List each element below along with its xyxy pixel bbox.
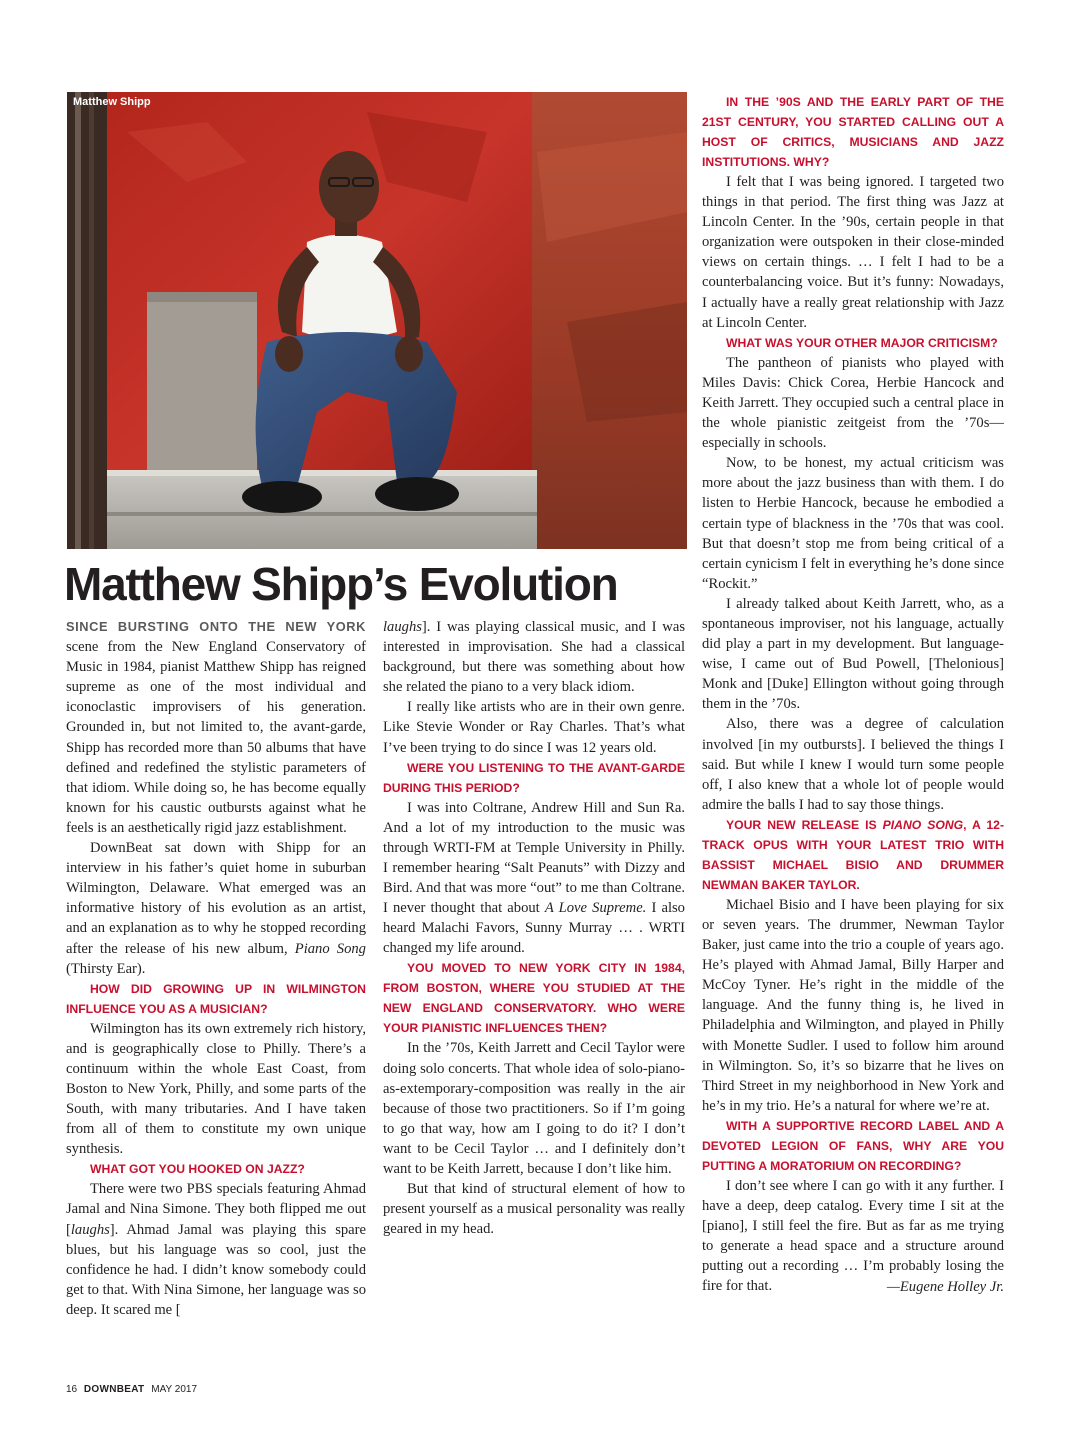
album-title: A Love Supreme. bbox=[544, 900, 647, 917]
answer-paragraph: Now, to be honest, my actual criticism was more about the jazz business than with them. I do listen to Herbie Hancock, because he embodied a certain type of blackness in the ’70s that was cool. But that doesn’t stop me from being critical of a certain cynicism I felt in everything he’s done since “Rockit.” bbox=[702, 455, 1004, 592]
intro-text: scene from the New England Conservatory of Music in 1984, pianist Matthew Shipp has reigned supreme as one of the most individual and iconoclastic improvisers of his generation. Grounded in, but not limited to, the avant-garde, Shipp has recorded more than 50 albums that have defined and redefined the stylistic parameters of that idiom. While doing so, he has become equally known for his caustic outbursts against what he feels is an aesthetically rigid jazz establishment. bbox=[66, 639, 366, 836]
question-heading: WHAT GOT YOU HOOKED ON JAZZ? bbox=[90, 1162, 305, 1177]
answer-text: ]. Ahmad Jamal was playing this spare blues, but his language was so cool, just the confidence he had. I didn’t know somebody could get to that. With Nina Simone, her language was so deep. It scared me [ bbox=[66, 1221, 366, 1318]
text-column-1 bbox=[66, 617, 366, 1320]
text-column-3 bbox=[702, 92, 1004, 1297]
answer-paragraph: I really like artists who are in their own genre. Like Stevie Wonder or Ray Charles. That’s what I’ve been trying to do since I was 12 years old. bbox=[383, 699, 685, 756]
album-title: Piano Song bbox=[294, 940, 366, 957]
issue-date: MAY 2017 bbox=[151, 1384, 198, 1395]
aside-text: laughs bbox=[383, 619, 422, 635]
text-column-2 bbox=[383, 617, 685, 1239]
answer-paragraph: In the ’70s, Keith Jarrett and Cecil Taylor were doing solo concerts. That whole idea of solo-piano-as-extemporary-composition was really in the air because of those two practitioners. So if I’m going to go that way, how am I going to do it? I don’t want to be Cecil Taylor … and I definitely don’t want to be Keith Jarrett, because I don’t like him. bbox=[383, 1040, 685, 1177]
answer-paragraph: But that kind of structural element of how to present yourself as a musical personality was really geared in my head. bbox=[383, 1181, 685, 1238]
intro-paragraph-2 bbox=[66, 838, 366, 979]
answer-continuation bbox=[383, 617, 685, 697]
question-text: , A 12-TRACK OPUS WITH YOUR LATEST TRIO WITH BASSIST MICHAEL BISIO AND DRUMMER NEWMAN BAKER TAYLOR. bbox=[702, 817, 1005, 892]
photo-credit: Matthew Shipp bbox=[73, 96, 151, 108]
author-byline: —Eugene Holley Jr. bbox=[886, 1278, 1004, 1295]
question-heading: IN THE ’90S AND THE EARLY PART OF THE 21ST CENTURY, YOU STARTED CALLING OUT A HOST OF CRITICS, MUSICIANS AND JAZZ INSTITUTIONS. WHY? bbox=[702, 95, 1004, 169]
answer-paragraph: Michael Bisio and I have been playing for six or seven years. The drummer, Newman Taylor Baker, just came into the trio a couple of years ago. He’s played with Ahmad Jamal, Billy Harper and McCoy Tyner. He’s right in the middle of the language. And the funny thing is, he lived in Philadelphia and Wilmington, and played in Philly with Monette Sudler. I used to follow him around in Wilmington. So, it’s so bizarre that he lives on Third Street in my neighborhood in New York and he’s in my trio. He’s a natural for where we’re at. bbox=[702, 896, 1004, 1114]
magazine-name: DOWNBEAT bbox=[83, 1384, 145, 1395]
article-headline: Matthew Shipp’s Evolution bbox=[64, 558, 618, 610]
question-heading bbox=[702, 815, 1004, 895]
question-text: YOUR NEW RELEASE IS bbox=[726, 817, 877, 832]
answer-text: ]. I was playing classical music, and I was interested in improvisation. She had a classical background, but there was something about how she related the piano to a very black idiom. bbox=[383, 619, 685, 696]
intro-p2-text: DownBeat sat down with Shipp for an interview in his father’s quiet home in suburban Wilmington, Delaware. What emerged was an informative history of his evolution as an artist, and an explanation as to why he stopped recording after the release of his new album, bbox=[66, 840, 366, 957]
question-heading: HOW DID GROWING UP IN WILMINGTON INFLUENCE YOU AS A MUSICIAN? bbox=[66, 981, 366, 1016]
answer-text: I also heard Malachi Favors, Sunny Murray … . WRTI changed my life around. bbox=[383, 900, 685, 957]
answer-paragraph: The pantheon of pianists who played with Miles Davis: Chick Corea, Herbie Hancock and Keith Jarrett. They occupied such a central place in the whole pianistic zeitgeist from the ’70s—especially in schools. bbox=[702, 354, 1004, 452]
answer-paragraph: I already talked about Keith Jarrett, who, as a spontaneous improviser, not his language, actually did play a part in my development. But language-wise, I came out of Bud Powell, [Thelonious] Monk and [Duke] Ellington without going through them in the ’70s. bbox=[702, 595, 1004, 713]
question-heading: YOU MOVED TO NEW YORK CITY IN 1984, FROM BOSTON, WHERE YOU STUDIED AT THE NEW ENGLAND CONSERVATORY. WHO WERE YOUR PIANISTIC INFLUENCES THEN? bbox=[383, 961, 685, 1036]
intro-paragraph bbox=[66, 617, 366, 838]
answer-paragraph: I felt that I was being ignored. I targeted two things in that period. The first thing was Jazz at Lincoln Center. In the ’90s, certain people in that organization were outspoken in their close-minded views on certain things. … I felt I had to be a counterbalancing voice. But it’s funny: Nowadays, I actually have a really great relationship with Jazz at Lincoln Center. bbox=[702, 174, 1004, 331]
answer-text: I was into Coltrane, Andrew Hill and Sun Ra. And a lot of my introduction to the music was through WRTI-FM at Temple University in Philly. I remember hearing “Salt Peanuts” with Dizzy and Bird. And that was more “out” to me than Coltrane. I never thought that about bbox=[383, 799, 685, 917]
answer-paragraph bbox=[66, 1179, 366, 1320]
question-heading: WERE YOU LISTENING TO THE AVANT-GARDE DURING THIS PERIOD? bbox=[383, 760, 685, 795]
answer-paragraph: Also, there was a degree of calculation involved [in my outbursts]. I believed the things I said. But while I knew I would turn some people off, I also knew that a whole lot of people would admire the balls I had to say those things. bbox=[702, 716, 1004, 813]
answer-paragraph bbox=[383, 798, 685, 959]
intro-p2-end: (Thirsty Ear). bbox=[66, 960, 146, 977]
page-number: 16 bbox=[66, 1384, 78, 1395]
question-heading: WHAT WAS YOUR OTHER MAJOR CRITICISM? bbox=[726, 335, 998, 350]
portrait-photo bbox=[67, 92, 687, 549]
answer-text: There were two PBS specials featuring Ahmad Jamal and Nina Simone. They both flipped me out [ bbox=[66, 1181, 366, 1238]
portrait-illustration bbox=[67, 92, 687, 549]
answer-text: I don’t see where I can go with it any further. I have a deep, deep catalog. Every time I sit at the [piano], I still feel the fire. But as far as me trying to generate a head space and a structure around putting out a recording … I’m probably losing the fire for that. bbox=[702, 1177, 1004, 1295]
intro-leadin: SINCE BURSTING ONTO THE NEW YORK bbox=[66, 619, 366, 634]
question-heading: WITH A SUPPORTIVE RECORD LABEL AND A DEVOTED LEGION OF FANS, WHY ARE YOU PUTTING A MORATORIUM ON RECORDING? bbox=[702, 1118, 1004, 1173]
page-footer bbox=[66, 1384, 197, 1395]
album-title: PIANO SONG bbox=[882, 817, 964, 832]
aside-text: laughs bbox=[70, 1221, 110, 1238]
answer-paragraph: Wilmington has its own extremely rich history, and is geographically close to Philly. There’s a continuum within the whole East Coast, from Boston to New York, Philly, and some parts of the South, with many tributaries. And I have taken from all of them to constitute my own unique synthesis. bbox=[66, 1020, 366, 1158]
